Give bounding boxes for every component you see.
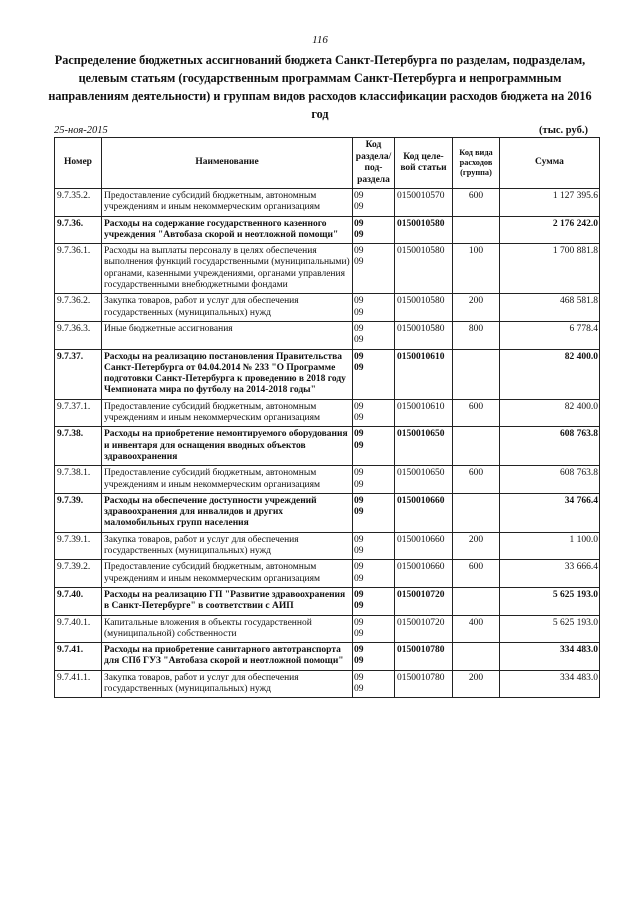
row-section: 09 <box>354 191 364 201</box>
row-sum: 334 483.0 <box>500 670 600 698</box>
row-subsection: 09 <box>354 362 364 373</box>
row-target-code: 0150010610 <box>395 349 453 399</box>
row-subsection: 09 <box>354 546 364 557</box>
row-subsection: 09 <box>354 628 364 639</box>
row-name: Расходы на выплаты персоналу в целях обеспечения выполнения функций государственными (муниципальными) органами, казенными учреждениями, органами управления государственными внебюджетными фондами <box>102 244 353 294</box>
table-row <box>55 587 600 615</box>
row-section: 09 <box>354 296 364 307</box>
row-target-code: 0150010780 <box>395 643 453 671</box>
row-subsection: 09 <box>354 479 364 490</box>
row-sum: 33 666.4 <box>500 560 600 588</box>
row-name: Капитальные вложения в объекты государственной (муниципальной) собственности <box>102 615 353 643</box>
row-number: 9.7.36.2. <box>55 294 102 322</box>
row-name: Предоставление субсидий бюджетным, автономным учреждениям и иным некоммерческим организациям <box>102 560 353 588</box>
row-sum: 334 483.0 <box>500 643 600 671</box>
row-sum: 608 763.8 <box>500 466 600 494</box>
row-section: 09 <box>354 562 364 573</box>
row-target-code: 0150010610 <box>395 399 453 427</box>
row-sum: 82 400.0 <box>500 399 600 427</box>
row-section-code <box>353 587 395 615</box>
row-sum: 82 400.0 <box>500 349 600 399</box>
row-sum: 468 581.8 <box>500 294 600 322</box>
row-name: Предоставление субсидий бюджетным, автономным учреждениям и иным некоммерческим организациям <box>102 466 353 494</box>
row-section-code <box>353 670 395 698</box>
table-row <box>55 560 600 588</box>
row-target-code: 0150010570 <box>395 189 453 217</box>
document-title: Распределение бюджетных ассигнований бюджета Санкт-Петербурга по разделам, подразделам, целевым статьям (государственным программам Санкт-Петербурга и непрограммным направлениям деятельности) и группам видов расходов классификации расходов бюджета на 2016 год <box>48 53 592 121</box>
table-row <box>55 532 600 560</box>
row-name: Иные бюджетные ассигнования <box>102 321 353 349</box>
row-expense-type: 200 <box>453 294 500 322</box>
row-section: 09 <box>354 429 364 440</box>
row-section-code <box>353 427 395 466</box>
row-target-code: 0150010660 <box>395 493 453 532</box>
row-subsection: 09 <box>354 440 364 451</box>
row-expense-type: 600 <box>453 560 500 588</box>
row-name: Расходы на реализацию ГП "Развитие здравоохранения в Санкт-Петербурге" в соответствии с АИП <box>102 587 353 615</box>
row-section-code <box>353 189 395 217</box>
row-section: 09 <box>354 323 364 334</box>
row-section-code <box>353 466 395 494</box>
row-target-code: 0150010720 <box>395 615 453 643</box>
header-name: Наименование <box>102 138 353 189</box>
row-sum: 608 763.8 <box>500 427 600 466</box>
row-target-code: 0150010650 <box>395 427 453 466</box>
row-expense-type: 800 <box>453 321 500 349</box>
row-number: 9.7.41. <box>55 643 102 671</box>
table-row <box>55 670 600 698</box>
row-section-code <box>353 294 395 322</box>
table-header-row <box>55 138 600 189</box>
row-name: Закупка товаров, работ и услуг для обеспечения государственных (муниципальных) нужд <box>102 670 353 698</box>
row-expense-type <box>453 643 500 671</box>
row-target-code: 0150010660 <box>395 560 453 588</box>
row-section: 09 <box>354 645 364 656</box>
row-section-code <box>353 560 395 588</box>
units-label: (тыс. руб.) <box>539 125 588 136</box>
row-expense-type: 200 <box>453 670 500 698</box>
page-number: 116 <box>312 34 328 46</box>
row-subsection: 09 <box>354 335 364 346</box>
table-row <box>55 244 600 294</box>
row-name: Предоставление субсидий бюджетным, автономным учреждениям и иным некоммерческим организациям <box>102 189 353 217</box>
table-row <box>55 189 600 217</box>
row-expense-type: 400 <box>453 615 500 643</box>
row-expense-type <box>453 427 500 466</box>
table-row <box>55 321 600 349</box>
row-subsection: 09 <box>354 683 364 694</box>
header-sum: Сумма <box>500 138 600 189</box>
row-expense-type: 600 <box>453 466 500 494</box>
row-number: 9.7.37.1. <box>55 399 102 427</box>
row-number: 9.7.36. <box>55 216 102 244</box>
row-name: Расходы на обеспечение доступности учреждений здравоохранения для инвалидов и других маломобильных групп населения <box>102 493 353 532</box>
row-number: 9.7.38.1. <box>55 466 102 494</box>
row-target-code: 0150010780 <box>395 670 453 698</box>
row-target-code: 0150010720 <box>395 587 453 615</box>
row-section: 09 <box>354 534 364 545</box>
table-row <box>55 643 600 671</box>
row-target-code: 0150010650 <box>395 466 453 494</box>
row-sum: 5 625 193.0 <box>500 615 600 643</box>
table-row <box>55 493 600 532</box>
row-target-code: 0150010580 <box>395 294 453 322</box>
row-section: 09 <box>354 468 364 479</box>
budget-table <box>54 137 600 698</box>
row-section: 09 <box>354 246 364 257</box>
table-body <box>55 189 600 698</box>
row-target-code: 0150010580 <box>395 244 453 294</box>
row-number: 9.7.35.2. <box>55 189 102 217</box>
table-row <box>55 399 600 427</box>
row-expense-type: 600 <box>453 189 500 217</box>
row-name: Расходы на содержание государственного казенного учреждения "Автобаза скорой и неотложной помощи" <box>102 216 353 244</box>
row-subsection: 09 <box>354 202 364 213</box>
row-expense-type <box>453 349 500 399</box>
row-number: 9.7.39. <box>55 493 102 532</box>
table-row <box>55 427 600 466</box>
row-section: 09 <box>354 495 364 506</box>
row-name: Предоставление субсидий бюджетным, автономным учреждениям и иным некоммерческим организациям <box>102 399 353 427</box>
table-row <box>55 466 600 494</box>
row-name: Закупка товаров, работ и услуг для обеспечения государственных (муниципальных) нужд <box>102 294 353 322</box>
row-sum: 34 766.4 <box>500 493 600 532</box>
row-section: 09 <box>354 589 364 600</box>
row-section-code <box>353 216 395 244</box>
row-subsection: 09 <box>354 601 364 612</box>
row-subsection: 09 <box>354 413 364 424</box>
row-name: Расходы на приобретение санитарного автотранспорта для СПб ГУЗ "Автобаза скорой и неотложной помощи" <box>102 643 353 671</box>
row-expense-type: 600 <box>453 399 500 427</box>
row-sum: 2 176 242.0 <box>500 216 600 244</box>
row-number: 9.7.39.2. <box>55 560 102 588</box>
header-target-code: Код целе-вой статьи <box>395 138 453 189</box>
row-expense-type <box>453 493 500 532</box>
row-subsection: 09 <box>354 257 364 268</box>
table-row <box>55 216 600 244</box>
row-sum: 1 700 881.8 <box>500 244 600 294</box>
row-expense-type <box>453 587 500 615</box>
row-section: 09 <box>354 218 364 229</box>
table-row <box>55 349 600 399</box>
row-number: 9.7.36.3. <box>55 321 102 349</box>
row-number: 9.7.40.1. <box>55 615 102 643</box>
row-subsection: 09 <box>354 573 364 584</box>
row-sum: 1 127 395.6 <box>500 189 600 217</box>
row-section: 09 <box>354 401 364 412</box>
row-section-code <box>353 493 395 532</box>
table-row <box>55 615 600 643</box>
row-target-code: 0150010660 <box>395 532 453 560</box>
table-row <box>55 294 600 322</box>
row-subsection: 09 <box>354 229 364 240</box>
row-name: Расходы на приобретение немонтируемого оборудования и инвентаря для оснащения вводных объектов здравоохранения <box>102 427 353 466</box>
row-number: 9.7.40. <box>55 587 102 615</box>
header-expense-type-code: Код вида расходов (группа) <box>453 138 500 189</box>
row-expense-type: 100 <box>453 244 500 294</box>
row-expense-type <box>453 216 500 244</box>
row-sum: 6 778.4 <box>500 321 600 349</box>
header-section-code: Код раздела/ под-раздела <box>353 138 395 189</box>
row-name: Расходы на реализацию постановления Правительства Санкт-Петербурга от 04.04.2014 № 233 "О Программе подготовки Санкт-Петербурга к проведению в 2018 году Чемпионата мира по футболу на 2014-2018 годы" <box>102 349 353 399</box>
row-subsection: 09 <box>354 656 364 667</box>
row-section-code <box>353 643 395 671</box>
row-section: 09 <box>354 672 364 683</box>
row-section: 09 <box>354 617 364 628</box>
row-subsection: 09 <box>354 507 364 518</box>
row-section-code <box>353 399 395 427</box>
row-sum: 5 625 193.0 <box>500 587 600 615</box>
row-number: 9.7.41.1. <box>55 670 102 698</box>
row-target-code: 0150010580 <box>395 321 453 349</box>
row-section-code <box>353 321 395 349</box>
row-section-code <box>353 615 395 643</box>
row-number: 9.7.36.1. <box>55 244 102 294</box>
row-subsection: 09 <box>354 307 364 318</box>
row-section-code <box>353 349 395 399</box>
row-section-code <box>353 532 395 560</box>
row-sum: 1 100.0 <box>500 532 600 560</box>
header-number: Номер <box>55 138 102 189</box>
row-number: 9.7.37. <box>55 349 102 399</box>
row-expense-type: 200 <box>453 532 500 560</box>
row-name: Закупка товаров, работ и услуг для обеспечения государственных (муниципальных) нужд <box>102 532 353 560</box>
row-target-code: 0150010580 <box>395 216 453 244</box>
row-number: 9.7.38. <box>55 427 102 466</box>
document-date: 25-ноя-2015 <box>54 125 108 136</box>
row-section-code <box>353 244 395 294</box>
row-number: 9.7.39.1. <box>55 532 102 560</box>
row-section: 09 <box>354 351 364 362</box>
